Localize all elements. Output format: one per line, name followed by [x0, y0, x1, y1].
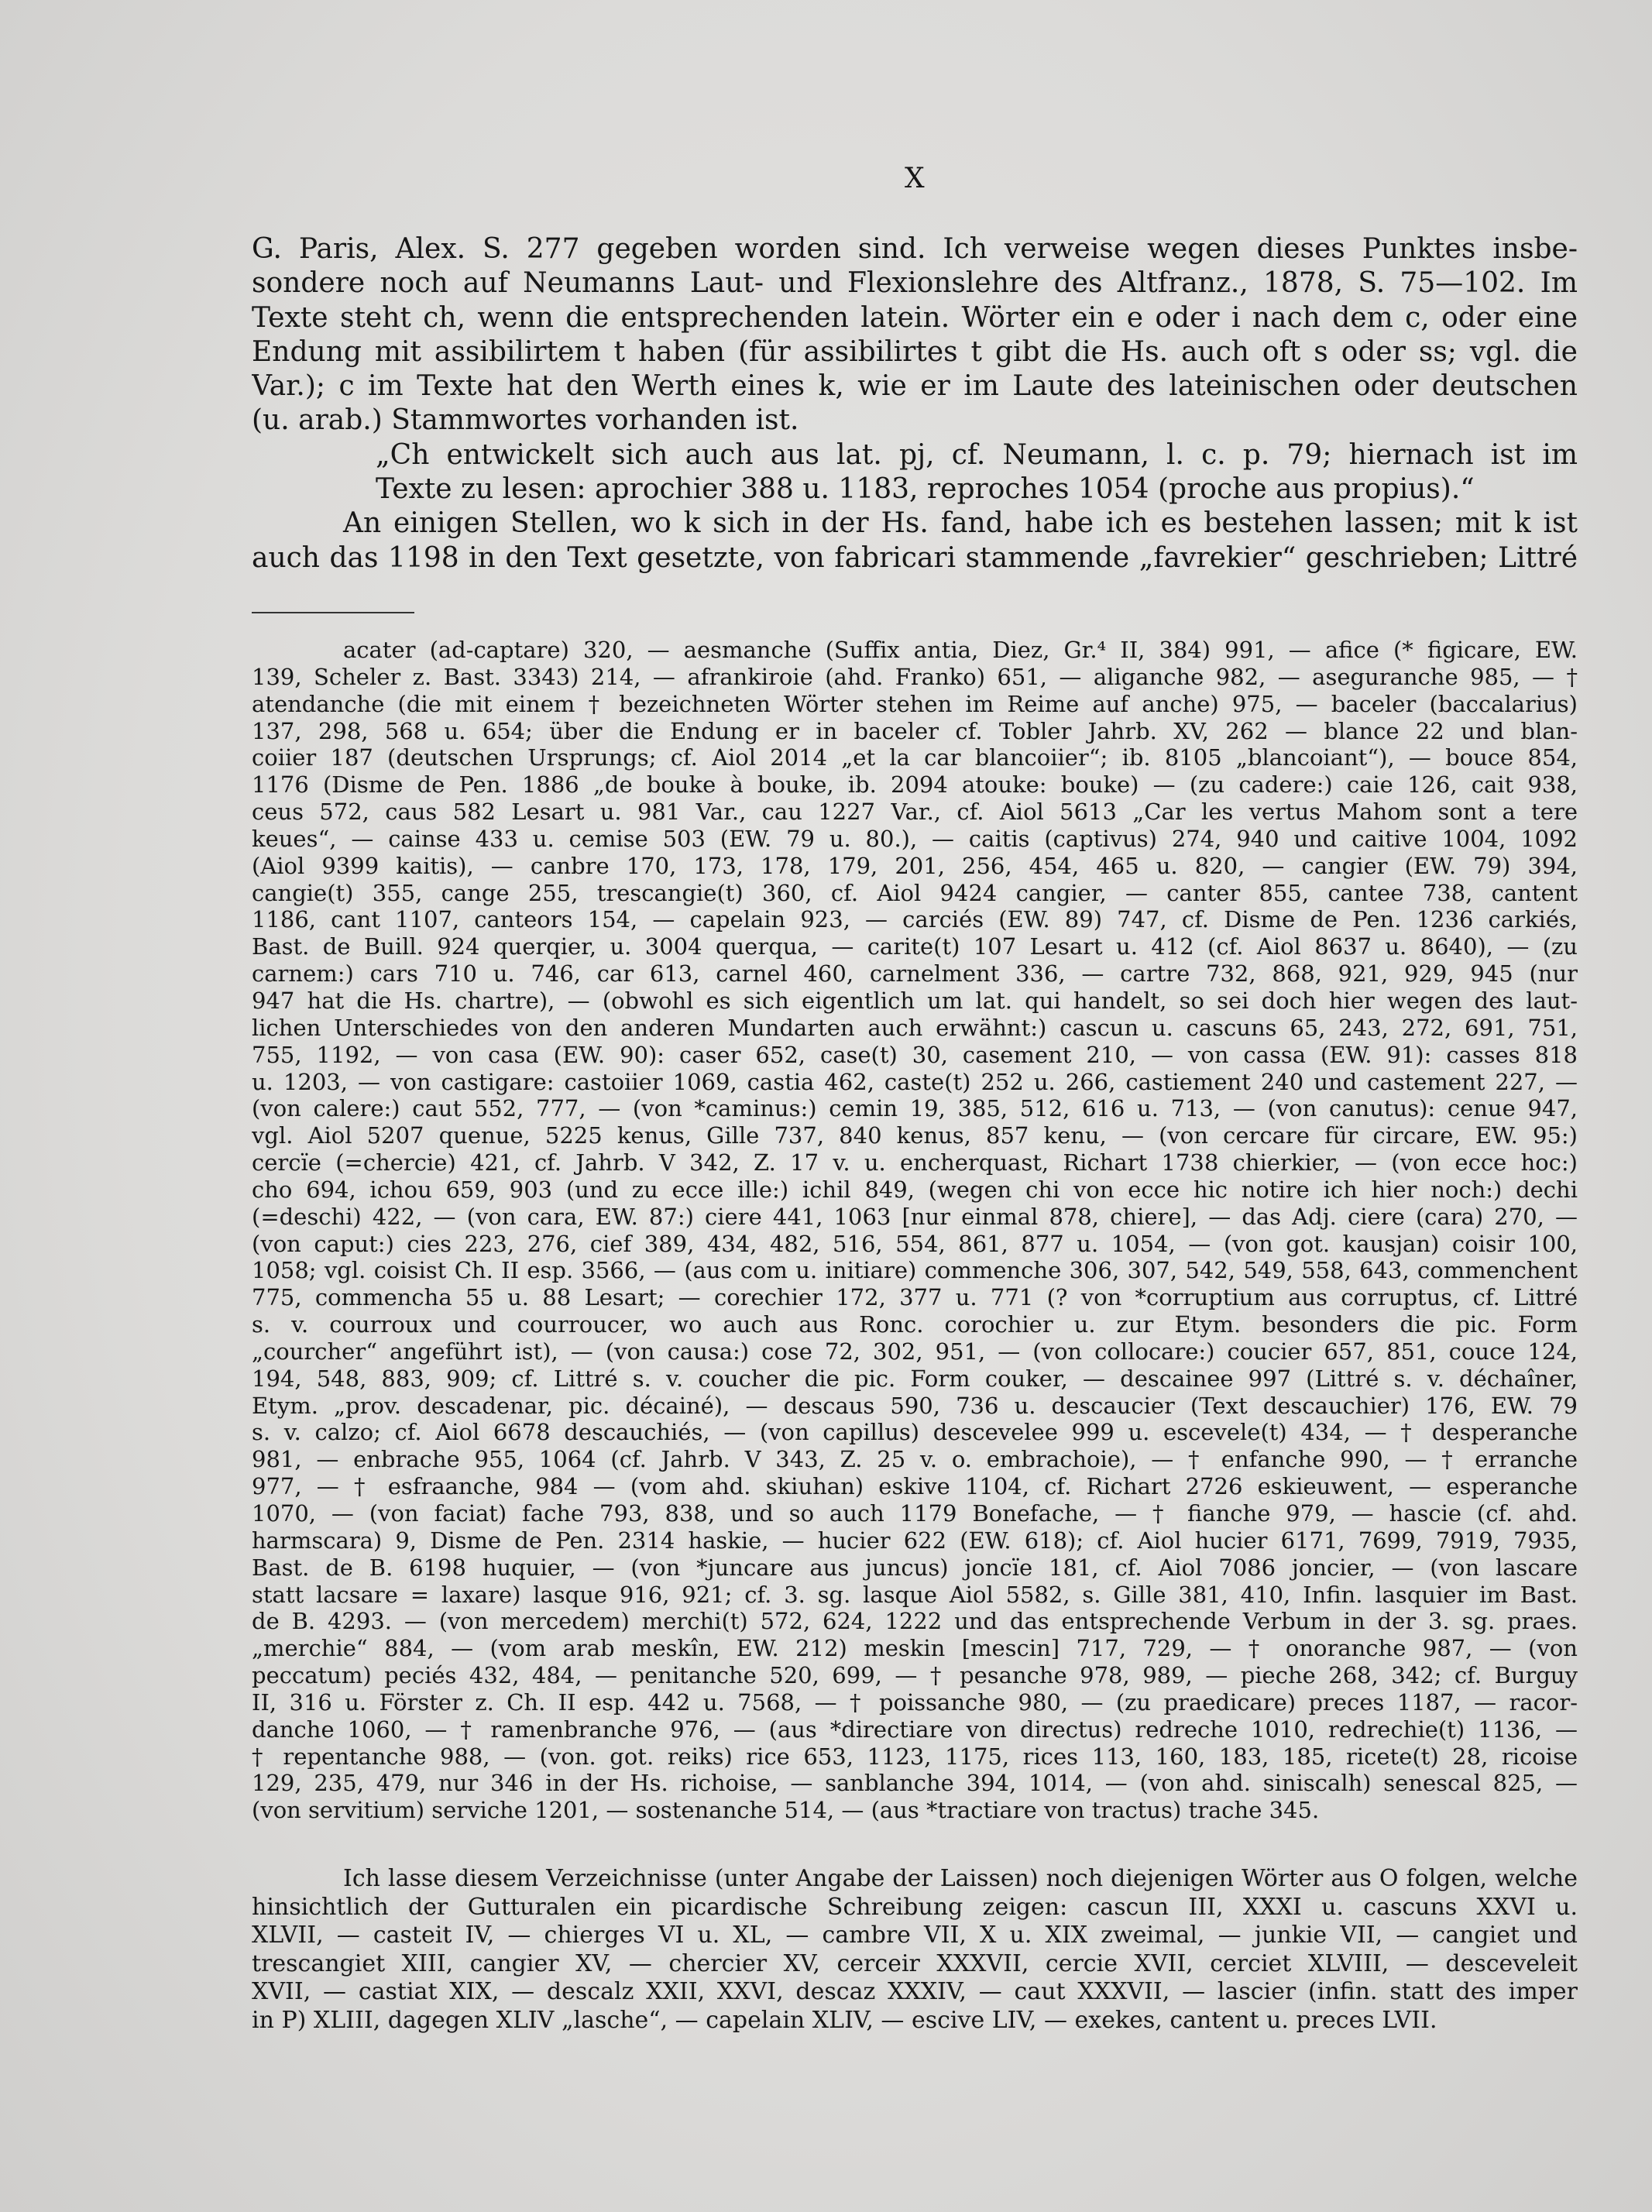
footnote-line: II, 316 u. Förster z. Ch. II esp. 442 u. 7568, — † poissanche 980, — (zu praedicare) preces 1187, — racor- [252, 1688, 1578, 1716]
text-line: Var.); c im Texte hat den Werth eines k, wie er im Laute des lateinischen oder deutschen [252, 370, 1578, 403]
page-number: X [905, 163, 926, 194]
footnote-line: 1186, cant 1107, canteors 154, — capelain 923, — carciés (EW. 89) 747, cf. Disme de Pen. 1236 carkiés, [252, 906, 1578, 933]
footnote-line: 977, — † esfraanche, 984 — (vom ahd. skiuhan) eskive 1104, cf. Richart 2726 eskieuwent, — esperanche [252, 1473, 1578, 1500]
footnote-line: 755, 1192, — von casa (EW. 90): caser 652, case(t) 30, casement 210, — von cassa (EW. 91): casses 818 [252, 1041, 1578, 1068]
footnote-line: cercïe (=cherciе) 421, cf. Jahrb. V 342, Z. 17 v. u. encherquast, Richart 1738 chierkier, — (von ecce hoc:) [252, 1149, 1578, 1176]
footnote-block [252, 637, 1578, 1824]
footnote-line: lichen Unterschiedes von den anderen Mundarten auch erwähnt:) cascun u. cascuns 65, 243, 272, 691, 751, [252, 1014, 1578, 1041]
closing-line: trescangiet XIII, cangier XV, — chercier XV, cerceir XXXVII, cercie XVII, cerciet XLVIII, — desceveleit [252, 1949, 1578, 1977]
closing-line: in P) XLIII, dagegen XLIV „lasche“, — capelain XLIV, — escive LIV, — exekes, cantent u. preces LVII. [252, 2006, 1437, 2034]
footnote-line: harmscara) 9, Disme de Pen. 2314 haskie, — hucier 622 (EW. 618); cf. Aiol hucier 6171, 7699, 7919, 7935, [252, 1527, 1578, 1554]
footnote-line: peccatum) peciés 432, 484, — penitanche 520, 699, — † pesanche 978, 989, — pieche 268, 342; cf. Burguy [252, 1662, 1578, 1689]
text-line: Texte steht ch, wenn die entsprechenden latein. Wörter ein e oder i nach dem c, oder eine [252, 301, 1578, 334]
footnote-line: cangie(t) 355, cange 255, trescangie(t) 360, cf. Aiol 9424 cangier, — canter 855, cantee 738, cantent [252, 879, 1578, 906]
footnote-line: 1176 (Disme de Pen. 1886 „de bouke à bouke, ib. 2094 atouke: bouke) — (zu cadere:) caie 126, cait 938, [252, 771, 1578, 799]
footnote-line: s. v. courroux und courroucer, wo auch aus Ronc. corochier u. zur Etym. besonders die pic. Form [252, 1311, 1578, 1338]
footnote-line: (von servitium) serviche 1201, — sostenanche 514, — (aus *tractiare von tractus) trache 345. [252, 1797, 1320, 1824]
footnote-line: acater (ad-captare) 320, — aesmanche (Suffix antia, Diez, Gr.⁴ II, 384) 991, — afice (* figicare, EW. [343, 637, 1578, 663]
closing-line: Ich lasse diesem Verzeichnisse (unter Angabe der Laissen) noch diejenigen Wörter aus O folgen, welche [343, 1865, 1578, 1892]
footnote-line: keues“, — cainse 433 u. cemise 503 (EW. 79 u. 80.), — caitis (captivus) 274, 940 und caitive 1004, 1092 [252, 825, 1578, 852]
footnote-line: statt lacsare = laxare) lasque 916, 921; cf. 3. sg. lasque Aiol 5582, s. Gille 381, 410, Infin. lasquier im Bast. [252, 1581, 1578, 1608]
footnote-line: danche 1060, — † ramenbranche 976, — (aus *directiare von directus) redreche 1010, redrechie(t) 1136, — [252, 1716, 1578, 1743]
text-line: G. Paris, Alex. S. 277 gegeben worden sind. Ich verweise wegen dieses Punktes insbe- [252, 233, 1578, 265]
footnote-line: (Aiol 9399 kaitis), — canbre 170, 173, 178, 179, 201, 256, 454, 465 u. 820, — cangier (EW. 79) 394, [252, 852, 1578, 879]
closing-line: XVII, — castiat XIX, — descalz XXII, XXVI, descaz XXXIV, — caut XXXVII, — lascier (infin. statt des imper [252, 1978, 1578, 2005]
text-line: An einigen Stellen, wo k sich in der Hs. fand, habe ich es bestehen lassen; mit k ist [343, 507, 1578, 540]
footnote-line: 947 hat die Hs. chartre), — (obwohl es sich eigentlich um lat. qui handelt, so sei doch hier wegen des laut- [252, 987, 1578, 1014]
footnote-line: Bast. de Buill. 924 querqier, u. 3004 querqua, — carite(t) 107 Lesart u. 412 (cf. Aiol 8637 u. 8640), — (zu [252, 933, 1578, 960]
footnote-line: atendanche (die mit einem † bezeichneten Wörter stehen im Reime auf anche) 975, — baceler (baccalarius) [252, 690, 1578, 717]
footnote-line: 129, 235, 479, nur 346 in der Hs. richoise, — sanblanche 394, 1014, — (von ahd. siniscalh) senescal 825, — [252, 1770, 1578, 1797]
text-line: (u. arab.) Stammwortes vorhanden ist. [252, 404, 799, 437]
footnote-line: „merchie“ 884, — (vom arab meskîn, EW. 212) meskin [mescin] 717, 729, — † onoranche 987, — (von [252, 1635, 1578, 1662]
footnote-line: (=deschi) 422, — (von cara, EW. 87:) ciere 441, 1063 [nur einmal 878, chiere], — das Adj. ciere (cara) 270, — [252, 1203, 1578, 1230]
footnote-line: u. 1203, — von castigare: castoiier 1069, castia 462, caste(t) 252 u. 266, castiement 240 und castement 227, — [252, 1068, 1578, 1095]
quote-line: Texte zu lesen: aprochier 388 u. 1183, reproches 1054 (proche aus propius).“ [376, 473, 1475, 506]
text-line: Endung mit assibilirtem t haben (für assibilirtes t gibt die Hs. auch oft s oder ss; vgl. die [252, 335, 1578, 368]
footnote-separator [252, 612, 414, 613]
footnote-line: 775, commencha 55 u. 88 Lesart; — corechier 172, 377 u. 771 (? von *corruptium aus corruptus, cf. Littré [252, 1284, 1578, 1311]
footnote-line: 1070, — (von faciat) fache 793, 838, und so auch 1179 Bonefache, — † fianche 979, — hascie (cf. ahd. [252, 1500, 1578, 1527]
main-text [252, 232, 1578, 575]
footnote-line: (von calere:) caut 552, 777, — (von *caminus:) cemin 19, 385, 512, 616 u. 713, — (von canutus): cenue 947, [252, 1095, 1578, 1122]
footnote-line: 194, 548, 883, 909; cf. Littré s. v. coucher die pic. Form couker, — descainee 997 (Littré s. v. déchaîner, [252, 1365, 1578, 1392]
text-line: sondere noch auf Neumanns Laut- und Flexionslehre des Altfranz., 1878, S. 75—102. Im [252, 267, 1578, 300]
footnote-line: carnem:) cars 710 u. 746, car 613, carnel 460, carnelment 336, — cartre 732, 868, 921, 929, 945 (nur [252, 960, 1578, 988]
closing-line: XLVII, — casteit IV, — chierges VI u. XL, — cambre VII, X u. XIX zweimal, — junkie VII, — cangiet und [252, 1922, 1578, 1949]
footnote-line: 1058; vgl. coisist Ch. II esp. 3566, — (aus com u. initiare) commenche 306, 307, 542, 549, 558, 643, commenchent [252, 1257, 1578, 1284]
footnote-line: cho 694, ichou 659, 903 (und zu ecce ille:) ichil 849, (wegen chi von ecce hic notire ich hier noch:) dechi [252, 1176, 1578, 1203]
footnote-line: (von caput:) cies 223, 276, cief 389, 434, 482, 516, 554, 861, 877 u. 1054, — (von got. kausjan) coisir 100, [252, 1230, 1578, 1257]
footnote-line: † repentanche 988, — (von. got. reiks) rice 653, 1123, 1175, rices 113, 160, 183, 185, ricete(t) 28, ricoise [252, 1743, 1578, 1770]
closing-line: hinsichtlich der Gutturalen ein picardische Schreibung zeigen: cascun III, XXXI u. cascuns XXVI u. [252, 1893, 1578, 1921]
footnote-line: coiier 187 (deutschen Ursprungs; cf. Aiol 2014 „et la car blancoiier“; ib. 8105 „blancoiant“), — bouce 854, [252, 744, 1578, 771]
footnote-line: 137, 298, 568 u. 654; über die Endung er in baceler cf. Tobler Jahrb. XV, 262 — blance 22 und blan- [252, 717, 1578, 744]
footnote-line: Etym. „prov. descadenar, pic. décainé), — descaus 590, 736 u. descaucier (Text descauchier) 176, EW. 79 [252, 1392, 1578, 1419]
closing-paragraph [252, 1865, 1578, 2035]
footnote-line: ceus 572, caus 582 Lesart u. 981 Var., cau 1227 Var., cf. Aiol 5613 „Car les vertus Mahom sont a tere [252, 799, 1578, 826]
text-line: auch das 1198 in den Text gesetzte, von fabricari stammende „favrekier“ geschrieben; Littré [252, 541, 1578, 574]
footnote-line: s. v. calzo; cf. Aiol 6678 descauchiés, — (von capillus) descevelee 999 u. escevele(t) 434, — † desperanche [252, 1419, 1578, 1446]
footnote-line: 981, — enbrache 955, 1064 (cf. Jahrb. V 343, Z. 25 v. o. embrachoie), — † enfanche 990, — † erranche [252, 1446, 1578, 1473]
footnote-line: de B. 4293. — (von mercedem) merchi(t) 572, 624, 1222 und das entsprechende Verbum in der 3. sg. praes. [252, 1608, 1578, 1635]
quote-line: „Ch entwickelt sich auch aus lat. pj, cf. Neumann, l. c. p. 79; hiernach ist im [376, 438, 1578, 471]
footnote-line: 139, Scheler z. Bast. 3343) 214, — afrankiroie (ahd. Franko) 651, — aliganche 982, — aseguranche 985, — † [252, 663, 1578, 690]
footnote-line: vgl. Aiol 5207 quenue, 5225 kenus, Gille 737, 840 kenus, 857 kenu, — (von cercare für circare, EW. 95:) [252, 1122, 1578, 1149]
footnote-line: Bast. de B. 6198 huquier, — (von *juncare aus juncus) joncïe 181, cf. Aiol 7086 joncier, — (von lascare [252, 1554, 1578, 1581]
footnote-line: „courcher“ angeführt ist), — (von causa:) cose 72, 302, 951, — (von collocare:) coucier 657, 851, couce 124, [252, 1338, 1578, 1365]
